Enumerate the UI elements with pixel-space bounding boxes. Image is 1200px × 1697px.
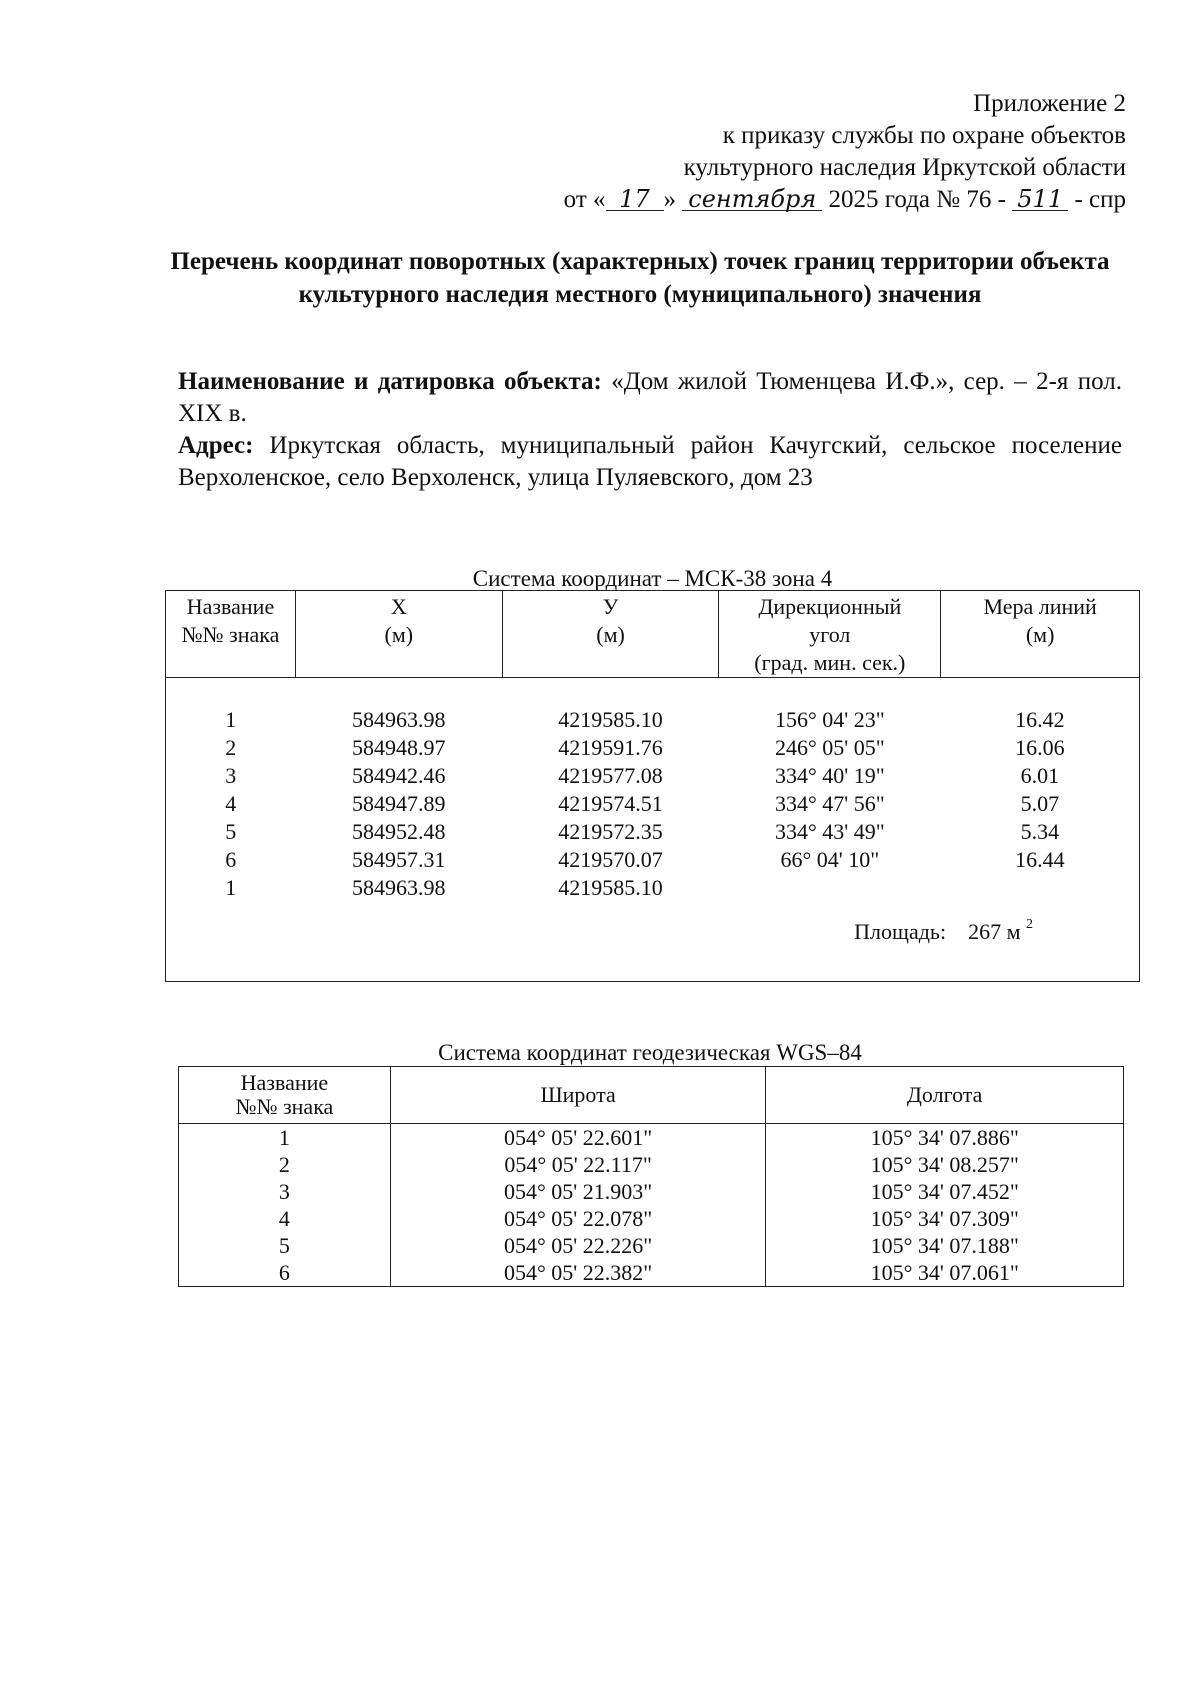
col-header-point-name: Название №№ знака: [179, 1067, 391, 1124]
area-value: 267 м: [968, 919, 1021, 944]
handwritten-month: сентября: [682, 188, 822, 211]
area-unit-superscript: 2: [1026, 917, 1033, 932]
wgs-table-caption: Система координат геодезическая WGS–84: [438, 1040, 862, 1065]
table-row: 1 584963.98 4219585.10 156° 04' 23" 16.42: [225, 707, 1065, 732]
table-row: 5 054° 05' 22.226" 105° 34' 07.188": [179, 1232, 1124, 1259]
col-header-angle: Дирекционный угол (град. мин. сек.): [719, 591, 941, 678]
table-header-row: [179, 1067, 1124, 1124]
table-row: 6 584957.31 4219570.07 66° 04' 10" 16.44: [225, 847, 1065, 872]
msk-coordinates-table: [165, 590, 1140, 982]
table-row: 3 584942.46 4219577.08 334° 40' 19" 6.01: [225, 763, 1060, 788]
table-row: 3 054° 05' 21.903" 105° 34' 07.452": [179, 1178, 1124, 1205]
table-row: 2 054° 05' 22.117" 105° 34' 08.257": [179, 1151, 1124, 1178]
appendix-header: [326, 88, 1126, 216]
table-row: 4 054° 05' 22.078" 105° 34' 07.309": [179, 1205, 1124, 1232]
col-header-length: Мера линий (м): [941, 591, 1140, 678]
object-name-label: Наименование и датировка объекта:: [178, 368, 602, 395]
document-title: Перечень координат поворотных (характерных) точек границ территории объекта культурного наследия местного (муниципального) значения: [170, 248, 1110, 308]
table-row: 1 054° 05' 22.601" 105° 34' 07.886": [179, 1124, 1124, 1152]
object-name-value: «Дом жилой Тюменцева И.Ф.», сер. – 2-я пол. XIX в.: [178, 368, 1122, 427]
col-header-y: У (м): [502, 591, 719, 678]
table-row: 2 584948.97 4219591.76 246° 05' 05" 16.06: [225, 735, 1065, 760]
table-header-row: [166, 591, 1140, 678]
wgs-coordinates-table: [178, 1066, 1124, 1287]
appendix-number: Приложение 2: [973, 90, 1126, 117]
appendix-agency-line: культурного наследия Иркутской области: [683, 154, 1126, 181]
appendix-order-line: к приказу службы по охране объектов: [722, 122, 1126, 149]
col-header-x: Х (м): [295, 591, 502, 678]
object-address-paragraph: [178, 430, 1122, 494]
handwritten-day: 17: [606, 188, 664, 211]
msk-table-caption: Система координат – МСК-38 зона 4: [472, 566, 833, 591]
object-name-paragraph: [178, 366, 1122, 430]
area-label: Площадь:: [854, 919, 947, 944]
area-row: [166, 902, 1140, 946]
order-date-line: от « 17 » сентября 2025 года № 76 - 511 - спр: [563, 185, 1126, 213]
object-address-value: Иркутская область, муниципальный район Качугский, сельское поселение Верхоленское, село Верхоленск, улица Пуляевского, дом 23: [178, 432, 1122, 491]
col-header-point-name: Название №№ знака: [166, 591, 296, 678]
col-header-longitude: Долгота: [766, 1067, 1124, 1124]
table-row: 6 054° 05' 22.382" 105° 34' 07.061": [179, 1259, 1124, 1287]
table-row: 5 584952.48 4219572.35 334° 43' 49" 5.34: [225, 819, 1060, 844]
table-row: 1 584963.98 4219585.10: [225, 875, 663, 900]
handwritten-order-number: 511: [1012, 188, 1068, 211]
col-header-latitude: Широта: [390, 1067, 766, 1124]
object-address-label: Адрес:: [178, 432, 254, 459]
table-row: 4 584947.89 4219574.51 334° 47' 56" 5.07: [225, 791, 1060, 816]
